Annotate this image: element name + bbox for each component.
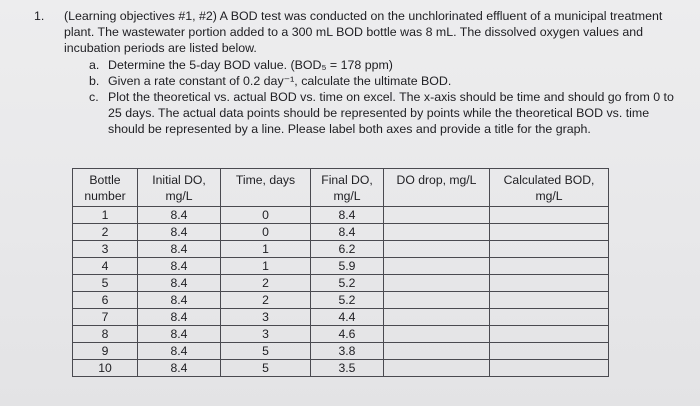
cell-bottle-number: 10 — [73, 360, 138, 377]
table-row — [73, 258, 609, 275]
cell-final-do: 3.5 — [311, 360, 384, 377]
table-row — [73, 309, 609, 326]
cell-do-drop — [384, 292, 490, 309]
cell-initial-do: 8.4 — [138, 309, 221, 326]
table-row — [73, 275, 609, 292]
table-row — [73, 241, 609, 258]
cell-initial-do: 8.4 — [138, 292, 221, 309]
cell-initial-do: 8.4 — [138, 326, 221, 343]
cell-calculated-bod — [490, 360, 609, 377]
cell-calculated-bod — [490, 292, 609, 309]
cell-bottle-number: 2 — [73, 224, 138, 241]
cell-time: 0 — [221, 224, 311, 241]
sub-question-text: Given a rate constant of 0.2 day⁻¹, calculate the ultimate BOD. — [108, 73, 452, 88]
cell-final-do: 4.4 — [311, 309, 384, 326]
table-body — [73, 207, 609, 377]
cell-bottle-number: 1 — [73, 207, 138, 224]
cell-time: 0 — [221, 207, 311, 224]
cell-calculated-bod — [490, 326, 609, 343]
cell-final-do: 3.8 — [311, 343, 384, 360]
header-final-do: Final DO, mg/L — [311, 169, 384, 207]
cell-initial-do: 8.4 — [138, 275, 221, 292]
cell-bottle-number: 7 — [73, 309, 138, 326]
cell-initial-do: 8.4 — [138, 258, 221, 275]
cell-do-drop — [384, 207, 490, 224]
sub-question-marker: c. — [89, 90, 99, 105]
sub-question-text: Plot the theoretical vs. actual BOD vs. time on excel. The x-axis should be time and should go from 0 to 25 days. The actual data points should be represented by points while the theoretical BOD vs. time should be represented by a line. Please label both axes and provide a title for the graph. — [108, 90, 674, 137]
sub-question-list — [34, 57, 674, 138]
header-initial-do: Initial DO, mg/L — [138, 169, 221, 207]
header-do-drop: DO drop, mg/L — [384, 169, 490, 207]
cell-initial-do: 8.4 — [138, 360, 221, 377]
cell-final-do: 8.4 — [311, 224, 384, 241]
cell-do-drop — [384, 343, 490, 360]
cell-calculated-bod — [490, 241, 609, 258]
cell-time: 5 — [221, 343, 311, 360]
cell-time: 1 — [221, 241, 311, 258]
sub-question-text: Determine the 5-day BOD value. (BOD₅ = 178 ppm) — [108, 57, 393, 72]
cell-do-drop — [384, 326, 490, 343]
table-row — [73, 207, 609, 224]
cell-calculated-bod — [490, 309, 609, 326]
header-time: Time, days — [221, 169, 311, 207]
cell-calculated-bod — [490, 207, 609, 224]
cell-do-drop — [384, 275, 490, 292]
bod-data-table — [72, 168, 609, 377]
cell-bottle-number: 8 — [73, 326, 138, 343]
problem-number: 1. — [34, 9, 45, 23]
table-row — [73, 326, 609, 343]
table-row — [73, 224, 609, 241]
cell-bottle-number: 5 — [73, 275, 138, 292]
table-row — [73, 343, 609, 360]
cell-do-drop — [384, 360, 490, 377]
cell-do-drop — [384, 241, 490, 258]
cell-calculated-bod — [490, 224, 609, 241]
sub-question-a — [89, 57, 674, 73]
cell-do-drop — [384, 224, 490, 241]
cell-time: 2 — [221, 275, 311, 292]
table-row — [73, 360, 609, 377]
header-calculated-bod: Calculated BOD, mg/L — [490, 169, 609, 207]
header-bottle-number: Bottle number — [73, 169, 138, 207]
cell-initial-do: 8.4 — [138, 207, 221, 224]
cell-time: 1 — [221, 258, 311, 275]
cell-initial-do: 8.4 — [138, 343, 221, 360]
sub-question-c — [89, 89, 674, 138]
problem-statement — [34, 8, 674, 138]
cell-final-do: 5.2 — [311, 292, 384, 309]
cell-calculated-bod — [490, 275, 609, 292]
cell-calculated-bod — [490, 343, 609, 360]
sub-question-marker: b. — [89, 73, 100, 88]
cell-calculated-bod — [490, 258, 609, 275]
problem-intro: (Learning objectives #1, #2) A BOD test was conducted on the unchlorinated effluent of a municipal treatment plant. The wastewater portion added to a 300 mL BOD bottle was 8 mL. The dissolved oxygen values and incubation periods are listed below. — [64, 9, 663, 56]
cell-do-drop — [384, 309, 490, 326]
cell-time: 3 — [221, 326, 311, 343]
sub-question-marker: a. — [89, 57, 100, 72]
cell-final-do: 6.2 — [311, 241, 384, 258]
table-header-row — [73, 169, 609, 207]
cell-do-drop — [384, 258, 490, 275]
cell-time: 2 — [221, 292, 311, 309]
cell-time: 3 — [221, 309, 311, 326]
cell-final-do: 5.2 — [311, 275, 384, 292]
cell-bottle-number: 9 — [73, 343, 138, 360]
cell-time: 5 — [221, 360, 311, 377]
cell-initial-do: 8.4 — [138, 224, 221, 241]
sub-question-b — [89, 73, 674, 89]
cell-initial-do: 8.4 — [138, 241, 221, 258]
cell-bottle-number: 6 — [73, 292, 138, 309]
table-row — [73, 292, 609, 309]
cell-bottle-number: 3 — [73, 241, 138, 258]
cell-final-do: 8.4 — [311, 207, 384, 224]
cell-final-do: 4.6 — [311, 326, 384, 343]
cell-bottle-number: 4 — [73, 258, 138, 275]
cell-final-do: 5.9 — [311, 258, 384, 275]
